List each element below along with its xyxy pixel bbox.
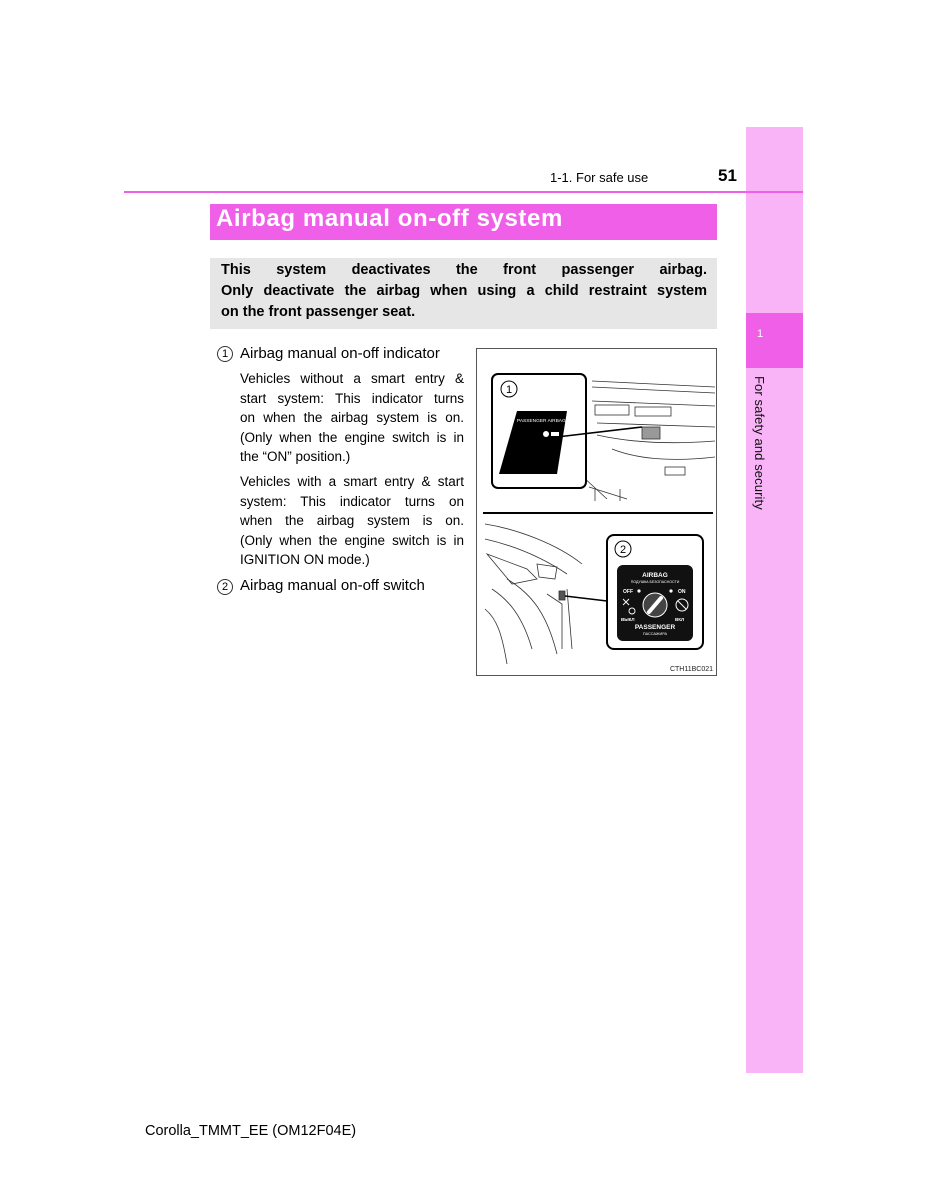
- switch-title: AIRBAG: [642, 572, 668, 579]
- description-line: (Only when the engine switch is in: [240, 533, 464, 548]
- intro-line: on the front passenger seat.: [221, 304, 416, 320]
- chapter-number: 1: [757, 328, 764, 340]
- description-line: on when the airbag system is on.: [240, 410, 464, 425]
- dashboard-sketch: [581, 381, 715, 501]
- on-position-dot: [669, 589, 672, 592]
- chapter-tab: [746, 127, 803, 1073]
- page-number: 51: [718, 166, 737, 185]
- indicator-lamp: [551, 432, 559, 436]
- airbag-illustration: [476, 348, 717, 676]
- door-sketch: [485, 524, 582, 664]
- chapter-tab-active: [746, 313, 803, 368]
- page-title-bar: [210, 204, 717, 240]
- switch-bottom-label: PASSENGER: [634, 624, 676, 631]
- switch-off-label: OFF: [623, 589, 633, 595]
- description-line: start system: This indicator turns: [240, 391, 464, 406]
- callout-leader-line: [565, 596, 607, 601]
- airbag-off-icon: [543, 431, 549, 437]
- switch-on-label: ON: [678, 589, 686, 595]
- page-title: Airbag manual on-off system: [216, 205, 563, 232]
- intro-line: Only deactivate the airbag when using a child restraint system: [221, 283, 707, 299]
- switch-on-label-ru: ВКЛ: [675, 617, 685, 622]
- description-line: Vehicles without a smart entry &: [240, 371, 464, 386]
- description-line: IGNITION ON mode.): [240, 552, 370, 567]
- description-line: system: This indicator turns on: [240, 494, 464, 509]
- callout-1-number: 1: [505, 384, 513, 396]
- intro-line: This system deactivates the front passenger airbag.: [221, 262, 707, 278]
- switch-title-ru: ПОДУШКА БЕЗОПАСНОСТИ: [630, 580, 680, 584]
- item-number-1: 1: [217, 346, 233, 362]
- header-rule: [124, 191, 803, 193]
- item-label-switch: Airbag manual on-off switch: [240, 577, 425, 594]
- description-line: Vehicles with a smart entry & start: [240, 474, 464, 489]
- item-label-indicator: Airbag manual on-off indicator: [240, 345, 440, 362]
- off-position-dot: [637, 589, 640, 592]
- switch-off-label-ru: ВЫКЛ: [621, 617, 635, 622]
- chapter-label: For safety and security: [752, 376, 767, 510]
- illustration-code: CTH11BC021: [669, 666, 713, 673]
- item-number-2: 2: [217, 579, 233, 595]
- switch-bottom-label-ru: ПАССАЖИРА: [642, 632, 668, 636]
- illustration-drawing: [477, 349, 718, 677]
- description-line: (Only when the engine switch is in: [240, 430, 464, 445]
- description-line: the “ON” position.): [240, 449, 351, 464]
- footer-document-id: Corolla_TMMT_EE (OM12F04E): [145, 1123, 357, 1139]
- description-line: when the airbag system is on.: [240, 513, 464, 528]
- callout-2-number: 2: [619, 544, 627, 556]
- indicator-label: PASSENGER AIRBAG: [517, 419, 566, 424]
- section-reference: 1-1. For safe use: [550, 170, 649, 185]
- intro-box: [210, 258, 717, 329]
